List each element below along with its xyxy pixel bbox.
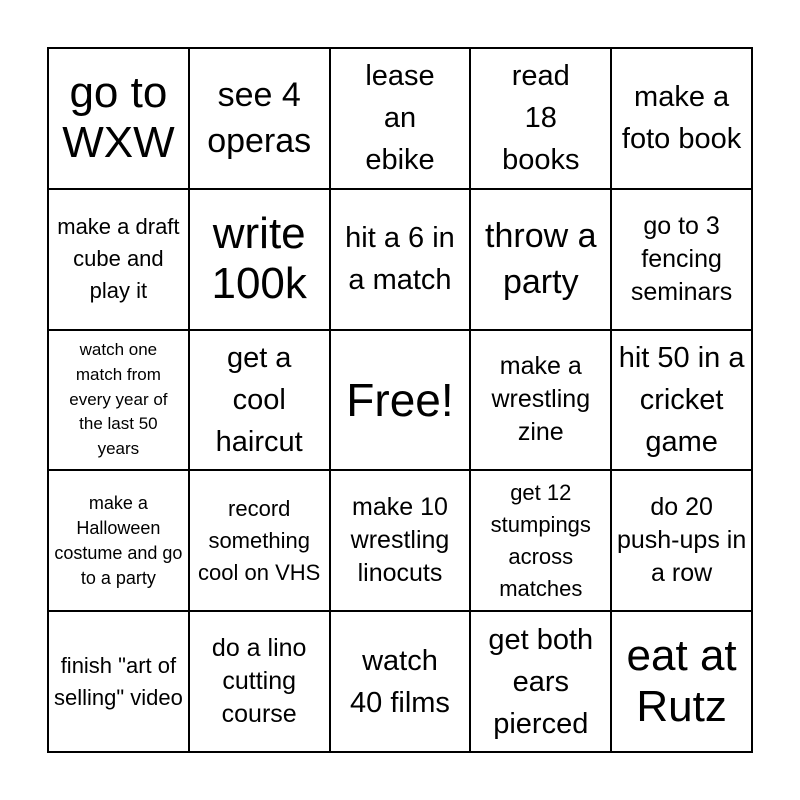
bingo-cell[interactable] <box>611 48 752 189</box>
free-space-text: Free! <box>346 373 454 426</box>
bingo-cell[interactable] <box>48 330 189 471</box>
cell-text: see 4 operas <box>207 76 312 161</box>
bingo-cell[interactable] <box>470 611 611 752</box>
cell-text: watch one match from every year of the last 50 years <box>69 340 168 458</box>
bingo-cell[interactable] <box>189 330 330 471</box>
bingo-cell[interactable] <box>470 48 611 189</box>
cell-text: eat at Rutz <box>626 631 737 731</box>
cell-text: make a draft cube and play it <box>57 214 180 304</box>
bingo-cell[interactable] <box>611 189 752 330</box>
bingo-cell[interactable] <box>470 189 611 330</box>
cell-text: do 20 push-ups in a row <box>616 493 747 588</box>
bingo-cell[interactable] <box>611 330 752 471</box>
bingo-cell[interactable] <box>48 470 189 611</box>
cell-text: get a cool haircut <box>215 341 303 459</box>
cell-text: record something cool on VHS <box>198 495 321 585</box>
bingo-cell[interactable] <box>330 611 471 752</box>
bingo-cell[interactable] <box>470 470 611 611</box>
cell-text: write 100k <box>211 209 307 309</box>
cell-text: finish "art of selling" video <box>53 652 183 710</box>
cell-text: make a foto book <box>621 81 742 156</box>
cell-text: get both ears pierced <box>488 623 594 740</box>
bingo-cell[interactable] <box>611 611 752 752</box>
free-space[interactable] <box>330 330 471 471</box>
cell-text: read 18 books <box>502 60 580 177</box>
cell-text: go to WXW <box>62 68 175 168</box>
cell-text: do a lino cutting course <box>211 634 307 729</box>
bingo-cell[interactable] <box>611 470 752 611</box>
cell-text: throw a party <box>485 216 597 302</box>
bingo-cell[interactable] <box>470 330 611 471</box>
bingo-cell[interactable] <box>330 470 471 611</box>
bingo-cell[interactable] <box>48 48 189 189</box>
cell-text: hit 50 in a cricket game <box>618 341 745 459</box>
bingo-cell[interactable] <box>330 189 471 330</box>
cell-text: make 10 wrestling linocuts <box>350 493 450 588</box>
bingo-cell[interactable] <box>48 189 189 330</box>
bingo-board <box>47 47 753 753</box>
bingo-cell[interactable] <box>330 48 471 189</box>
bingo-cell[interactable] <box>189 48 330 189</box>
cell-text: hit a 6 in a match <box>345 222 455 297</box>
bingo-cell[interactable] <box>189 611 330 752</box>
bingo-cell[interactable] <box>189 189 330 330</box>
cell-text: get 12 stumpings across matches <box>490 480 591 601</box>
cell-text: lease an ebike <box>365 60 435 177</box>
cell-text: make a Halloween costume and go to a party <box>54 493 183 588</box>
bingo-cell[interactable] <box>48 611 189 752</box>
cell-text: go to 3 fencing seminars <box>630 211 733 306</box>
cell-text: make a wrestling zine <box>491 352 591 447</box>
cell-text: watch 40 films <box>350 644 450 719</box>
bingo-cell[interactable] <box>189 470 330 611</box>
